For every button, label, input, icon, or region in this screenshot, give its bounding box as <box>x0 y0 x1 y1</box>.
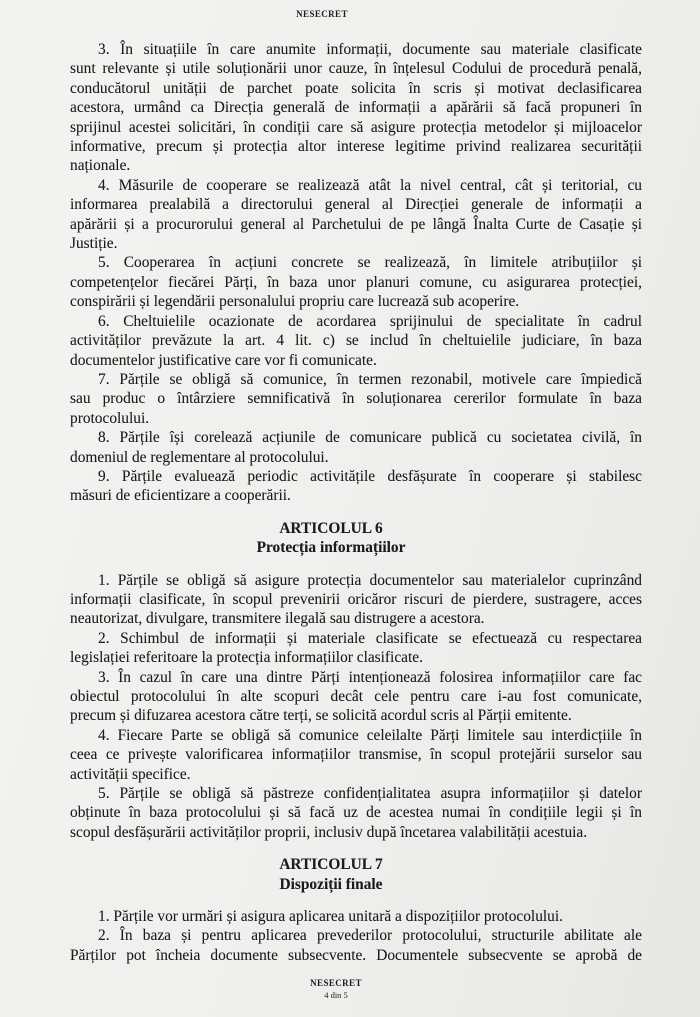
paragraph-line: activității specifice. <box>70 765 191 783</box>
paragraph-1 <box>70 571 642 629</box>
paragraph-7 <box>70 370 642 428</box>
document-body <box>70 40 642 965</box>
paragraph-line: domeniul de reglementare al protocolului. <box>70 448 329 466</box>
paragraph-line: ceea ce privește valorificarea informațiilor transmise, în scopul protejării surselor sau <box>70 746 642 764</box>
paragraph-line: 3. În cazul în care una dintre Părți intenționează folosirea informațiilor care fac <box>98 668 642 686</box>
article-heading: ARTICOLUL 7 <box>279 856 383 874</box>
classification-footer: NESECRET <box>310 978 362 988</box>
paragraph-line: informarea prealabilă a directorului general al Direcției generale de informații a <box>70 196 642 214</box>
paragraph-8 <box>70 428 642 467</box>
classification-header: NESECRET <box>296 9 348 19</box>
paragraph-2 <box>70 629 642 668</box>
paragraph-line: Justiție. <box>70 235 118 253</box>
paragraph-line: scopul desfășurării activităților proprii, inclusiv după încetarea valabilității acestuia. <box>70 823 588 841</box>
paragraph-2 <box>70 926 642 965</box>
paragraph-line: obținute în baza protocolului și să facă uz de acestea numai în condițiile legii și în <box>70 804 642 822</box>
paragraph-line: naționale. <box>70 157 131 175</box>
paragraph-4 <box>70 726 642 784</box>
article-title: Dispoziții finale <box>279 875 383 893</box>
paragraph-line: informații clasificate, în scopul prevenirii oricăror riscuri de pierdere, sustragere, acces <box>70 590 642 608</box>
paragraph-line: protocolului. <box>70 409 150 427</box>
paragraph-line: 8. Părțile își corelează acțiunile de comunicare publică cu societatea civilă, în <box>98 429 642 447</box>
paragraph-line: conspirării și legendării personalului propriu care lucrează sub acoperire. <box>70 293 520 311</box>
paragraph-line: activităților prevăzute la art. 4 lit. c) se includ în cheltuielile judiciare, în baza <box>70 332 642 350</box>
paragraph-line: competențelor fiecărei Părți, în baza unor planuri comune, cu asigurarea protecției, <box>70 273 642 291</box>
continued-article <box>70 40 642 506</box>
paragraph-line: 3. În situațiile în care anumite informații, documente sau materiale clasificate <box>98 41 642 58</box>
paragraph-line: 6. Cheltuielile ocazionate de acordarea sprijinului de specialitate în cadrul <box>98 312 642 330</box>
paragraph-1 <box>70 907 642 926</box>
paragraph-line: neautorizat, divulgare, transmitere ilegală sau distrugere a acestora. <box>70 610 485 628</box>
paragraph-line: 5. Cooperarea în acțiuni concrete se realizează, în limitele atribuțiilor și <box>98 254 642 272</box>
article-heading-block <box>70 519 642 558</box>
paragraph-line: obiectul protocolului în alte scopuri decât cele pentru care i-au fost comunicate, <box>70 688 642 705</box>
paragraph-line: sprijinul acestei solicitări, în condiții care să asigure protecția metodelor și mijloacelor <box>70 118 642 136</box>
paragraph-5 <box>70 253 642 311</box>
paragraph-4 <box>70 176 642 254</box>
article-heading-block <box>70 855 642 894</box>
paragraph-line: Părților pot încheia documente subsecvente. Documentele subsecvente se aprobă de <box>70 946 642 964</box>
paragraph-3 <box>70 668 642 726</box>
page-number: 4 din 5 <box>324 990 348 1000</box>
paragraph-line: 4. Măsurile de cooperare se realizează atât la nivel central, cât și teritorial, cu <box>98 176 642 194</box>
paragraph-line: precum și difuzarea acestora către terți, se solicită acordul scris al Părții emitente. <box>70 707 572 725</box>
article-6 <box>70 519 642 843</box>
paragraph-line: 2. În baza și pentru aplicarea prevederilor protocolului, structurile abilitate ale <box>98 927 642 945</box>
paragraph-line: 1. Părțile vor urmări și asigura aplicarea unitară a dispozițiilor protocolului. <box>98 908 563 926</box>
paragraph-line: sau produc o întârziere semnificativă în soluționarea cererilor formulate în baza <box>70 390 642 408</box>
paragraph-line: 5. Părțile se obligă să păstreze confidențialitatea asupra informațiilor și datelor <box>98 785 642 803</box>
paragraph-line: 2. Schimbul de informații și materiale clasificate se efectuează cu respectarea <box>98 629 642 647</box>
paragraph-line: acestora, urmând ca Direcția generală de informații a apărării să facă propuneri în <box>70 99 642 117</box>
paragraph-line: documentelor justificative care vor fi comunicate. <box>70 351 377 369</box>
paragraph-line: 9. Părțile evaluează periodic activitățile desfășurate în cooperare și stabilesc <box>98 467 642 485</box>
article-title: Protecția informațiilor <box>256 539 406 557</box>
paragraph-line: legislației referitoare la protecția informațiilor clasificate. <box>70 649 423 667</box>
paragraph-line: informative, precum și protecția altor interese legitime privind realizarea securității <box>70 138 642 156</box>
page-footer <box>276 977 396 1001</box>
paragraph-line: apărării și a procurorului general al Parchetului de pe lângă Înalta Curte de Casație și <box>70 215 642 233</box>
paragraph-line: sunt relevante și utile soluționării unor cauze, în înțelesul Codului de procedură penală, <box>70 60 642 78</box>
article-7 <box>70 855 642 965</box>
paragraph-line: 1. Părțile se obligă să asigure protecția documentelor sau materialelor cuprinzând <box>98 571 642 589</box>
paragraph-9 <box>70 467 642 506</box>
paragraph-line: 7. Părțile se obligă să comunice, în termen rezonabil, motivele care împiedică <box>98 370 642 388</box>
paragraph-6 <box>70 312 642 370</box>
paragraph-line: conducătorul unității de parchet poate solicita în scris și motivat declasificarea <box>70 79 642 97</box>
paragraph-line: măsuri de eficientizare a cooperării. <box>70 487 291 505</box>
paragraph-5 <box>70 784 642 842</box>
paragraph-3 <box>70 40 642 176</box>
article-heading: ARTICOLUL 6 <box>279 519 383 537</box>
paragraph-line: 4. Fiecare Parte se obligă să comunice celeilalte Părți limitele sau interdicțiile în <box>98 726 642 744</box>
